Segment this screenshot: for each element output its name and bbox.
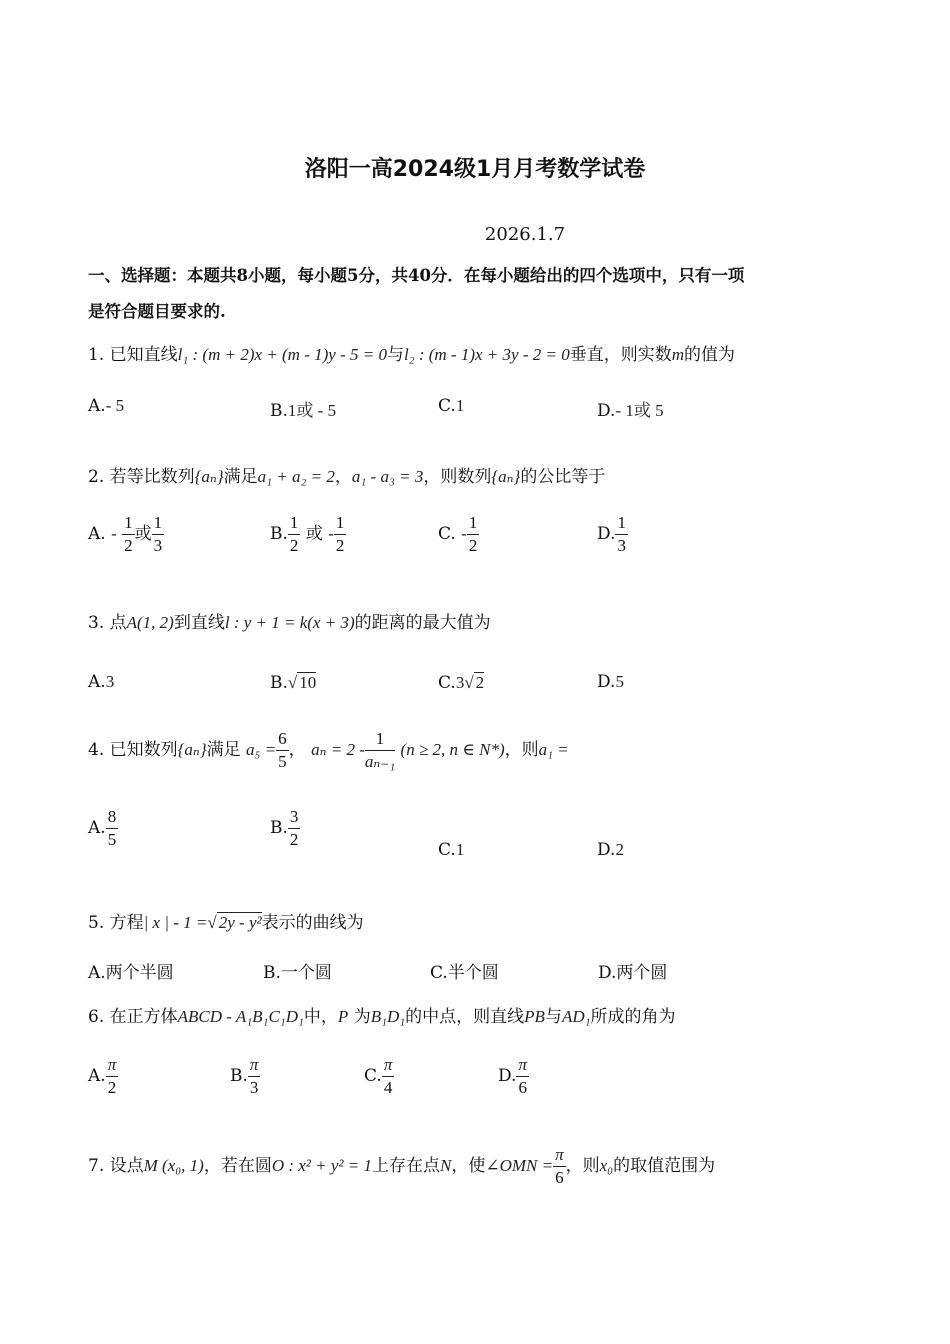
or-text: 或 bbox=[305, 524, 323, 544]
q5-lhs: | x | - 1 = bbox=[143, 913, 208, 932]
fraction: $\frac{1}{2}$ bbox=[289, 513, 299, 555]
q6-end: 所成的角为 bbox=[590, 1007, 676, 1027]
q7-m: M (x₀, 1) bbox=[143, 1156, 204, 1175]
opt-label: D. bbox=[597, 672, 616, 692]
fraction: $\frac{\pi}{6}$ bbox=[518, 1055, 527, 1097]
q7-x0: x₀ bbox=[599, 1156, 614, 1175]
fraction: $\frac{\pi}{2}$ bbox=[107, 1055, 117, 1097]
exam-date: 2026.1.7 bbox=[484, 224, 566, 245]
section-heading-line1: 一、选择题：本题共8小题，每小题5分，共40分．在每小题给出的四个选项中，只有一项 bbox=[88, 266, 745, 285]
comma: ， bbox=[288, 740, 306, 760]
opt-label: B. bbox=[270, 818, 288, 838]
q1-mid: 与 bbox=[386, 345, 404, 365]
q2-seq: {aₙ} bbox=[194, 467, 224, 486]
fraction: $\frac{8}{5}$ bbox=[107, 807, 117, 849]
opt-label: A. bbox=[88, 1066, 106, 1086]
fraction: $\frac{3}{2}$ bbox=[289, 807, 299, 849]
fraction: $\frac{1}{2}$ bbox=[335, 513, 345, 555]
q1-suffix: 垂直，则实数 bbox=[569, 345, 672, 365]
q2-prefix: 2. 若等比数列 bbox=[88, 467, 195, 487]
minus: - bbox=[328, 524, 334, 543]
q7-t3: ，使 bbox=[451, 1156, 486, 1176]
q3-prefix: 3. 点 bbox=[88, 613, 127, 633]
q1-option-a[interactable] bbox=[88, 396, 124, 416]
opt-label: D. bbox=[597, 401, 616, 421]
q4-t1: 满足 bbox=[206, 740, 241, 760]
opt-value: 5 bbox=[615, 672, 624, 691]
q5-option-b[interactable]: B.一个圆 bbox=[263, 963, 332, 983]
q4-option-b[interactable] bbox=[270, 806, 300, 851]
opt-value: 3 bbox=[105, 672, 115, 691]
question-2 bbox=[88, 462, 605, 487]
q5-option-a[interactable]: A.两个半圆 bbox=[88, 963, 174, 983]
q3-option-d[interactable] bbox=[597, 672, 624, 692]
opt-label: A. bbox=[88, 396, 106, 416]
q7-prefix: 7. 设点 bbox=[88, 1156, 144, 1176]
q6-option-b[interactable] bbox=[230, 1054, 260, 1099]
opt-label: A. bbox=[88, 818, 106, 838]
opt-label: C. bbox=[438, 396, 456, 416]
q5-option-d[interactable]: D.两个圆 bbox=[598, 963, 668, 983]
fraction: $\frac{1}{3}$ bbox=[617, 513, 626, 555]
q3-option-b[interactable]: B.√ 10 bbox=[270, 673, 317, 693]
q2-end: 的公比等于 bbox=[520, 467, 606, 487]
page-title: 洛阳一高2024级1月月考数学试卷 bbox=[304, 157, 646, 182]
q1-prefix: 1. 已知直线 bbox=[88, 345, 178, 365]
opt-label: A. bbox=[88, 524, 106, 544]
q6-t3: 的中点，则直线 bbox=[405, 1007, 525, 1027]
q7-circle: O : x² + y² = 1 bbox=[271, 1156, 372, 1175]
radicand: 10 bbox=[299, 673, 317, 692]
q3-option-c[interactable]: C.3√ 2 bbox=[438, 673, 485, 693]
coefficient: 3 bbox=[455, 673, 465, 692]
q7-t1: ，若在圆 bbox=[203, 1156, 272, 1176]
opt-label: D. bbox=[597, 840, 616, 860]
q6-p: P bbox=[337, 1007, 349, 1026]
opt-value: 1或 - 5 bbox=[287, 401, 337, 420]
section-heading-line2: 是符合题目要求的. bbox=[88, 302, 226, 321]
q1-end: 的值为 bbox=[683, 345, 735, 365]
q1-option-c[interactable] bbox=[438, 396, 464, 416]
q3-mid: 到直线 bbox=[173, 613, 225, 633]
fraction: $\frac{\pi}{4}$ bbox=[383, 1055, 393, 1097]
q6-t1: 中， bbox=[303, 1007, 338, 1027]
opt-value: - 1或 5 bbox=[615, 401, 664, 420]
question-7 bbox=[88, 1144, 715, 1189]
opt-label: B. bbox=[270, 673, 288, 693]
q2-option-b[interactable] bbox=[270, 512, 346, 557]
q5-option-c[interactable]: C.半个圆 bbox=[430, 963, 499, 983]
q2-t1: 满足 bbox=[223, 467, 258, 487]
radicand: 2y - y² bbox=[218, 913, 262, 932]
opt-label: C. bbox=[364, 1066, 382, 1086]
q4-a5: a₅ = bbox=[246, 740, 277, 759]
opt-label: D. bbox=[597, 524, 616, 544]
minus: - bbox=[111, 524, 117, 543]
question-4 bbox=[88, 728, 569, 773]
opt-label: B. bbox=[270, 524, 288, 544]
q3-point: A(1, 2) bbox=[126, 613, 174, 632]
fraction: $\frac{\pi}{3}$ bbox=[249, 1055, 259, 1097]
question-3 bbox=[88, 608, 491, 633]
q2-option-a[interactable] bbox=[88, 512, 164, 557]
q2-t3: ，则数列 bbox=[423, 467, 492, 487]
q2-seq2: {aₙ} bbox=[491, 467, 521, 486]
q4-prefix: 4. 已知数列 bbox=[88, 740, 178, 760]
q7-t4: ，则 bbox=[565, 1156, 600, 1176]
opt-value: 1 bbox=[455, 396, 465, 415]
q6-t2: 为 bbox=[353, 1007, 371, 1027]
q2-cond2: a₁ - a₃ = 3 bbox=[351, 467, 424, 486]
q2-option-c[interactable] bbox=[438, 512, 479, 557]
opt-label: D. bbox=[498, 1066, 517, 1086]
q6-option-c[interactable] bbox=[364, 1054, 394, 1099]
fraction: $\frac{1}{2}$ bbox=[124, 513, 133, 555]
q2-t2: ， bbox=[334, 467, 352, 487]
q4-option-d[interactable] bbox=[597, 840, 624, 860]
q3-line: l : y + 1 = k(x + 3) bbox=[224, 613, 355, 632]
opt-label: B. bbox=[270, 401, 288, 421]
fraction: $\frac{1}{2}$ bbox=[468, 513, 478, 555]
q1-var: m bbox=[671, 345, 684, 364]
fraction: $\frac{\pi}{6}$ bbox=[555, 1145, 564, 1187]
q6-prefix: 6. 在正方体 bbox=[88, 1007, 178, 1027]
q4-seq: {aₙ} bbox=[177, 740, 207, 759]
opt-label: A. bbox=[88, 672, 106, 692]
q2-option-d[interactable] bbox=[597, 512, 628, 557]
fraction: $\frac{1}{3}$ bbox=[153, 513, 163, 555]
q3-option-a[interactable] bbox=[88, 672, 114, 692]
question-1 bbox=[88, 340, 735, 365]
minus: - bbox=[461, 524, 467, 543]
q6-option-a[interactable] bbox=[88, 1054, 118, 1099]
opt-value: 2 bbox=[615, 840, 624, 859]
fraction: $\frac{6}{5}$ bbox=[278, 729, 287, 771]
q7-end: 的取值范围为 bbox=[613, 1156, 716, 1176]
q5-prefix: 5. 方程 bbox=[88, 913, 144, 933]
or-text: 或 bbox=[134, 524, 152, 544]
q2-cond1: a₁ + a₂ = 2 bbox=[257, 467, 335, 486]
q1-option-d[interactable] bbox=[597, 396, 664, 421]
q6-option-d[interactable] bbox=[498, 1054, 529, 1099]
q4-an: aₙ = 2 - bbox=[311, 740, 365, 759]
q4-end: ，则 bbox=[504, 740, 539, 760]
q1-option-b[interactable] bbox=[270, 396, 336, 421]
opt-label: C. bbox=[438, 524, 456, 544]
q6-t4: 与 bbox=[544, 1007, 562, 1027]
opt-value: 1 bbox=[455, 840, 465, 859]
q7-angle: ∠OMN = bbox=[485, 1156, 554, 1175]
q3-end: 的距离的最大值为 bbox=[354, 613, 491, 633]
q6-ad1: AD₁ bbox=[561, 1007, 591, 1026]
opt-label: C. bbox=[438, 673, 456, 693]
q6-pb: PB bbox=[524, 1007, 545, 1026]
q7-t2: 上存在点 bbox=[372, 1156, 440, 1176]
q4-a1: a₁ = bbox=[538, 740, 569, 759]
q4-option-a[interactable] bbox=[88, 806, 118, 851]
q6-cube: ABCD - A₁B₁C₁D₁ bbox=[177, 1007, 304, 1026]
q4-option-c[interactable] bbox=[438, 840, 464, 860]
radicand: 2 bbox=[475, 673, 485, 692]
question-5: 5. 方程| x | - 1 =√ 2y - y²表示的曲线为 bbox=[88, 913, 364, 933]
opt-label: C. bbox=[438, 840, 456, 860]
opt-label: B. bbox=[230, 1066, 248, 1086]
q1-line2: l₂ : (m - 1)x + 3y - 2 = 0 bbox=[403, 345, 570, 364]
question-6 bbox=[88, 1002, 676, 1027]
q4-range: (n ≥ 2, n ∈ N*) bbox=[400, 740, 505, 759]
q5-end: 表示的曲线为 bbox=[261, 913, 364, 933]
q7-n: N bbox=[440, 1156, 452, 1175]
q1-line1: l₁ : (m + 2)x + (m - 1)y - 5 = 0 bbox=[177, 345, 387, 364]
opt-value: - 5 bbox=[105, 396, 125, 415]
q6-seg: B₁D₁ bbox=[370, 1007, 406, 1026]
fraction: $\frac{1}{\text{aₙ₋₁}}$ bbox=[364, 729, 396, 771]
